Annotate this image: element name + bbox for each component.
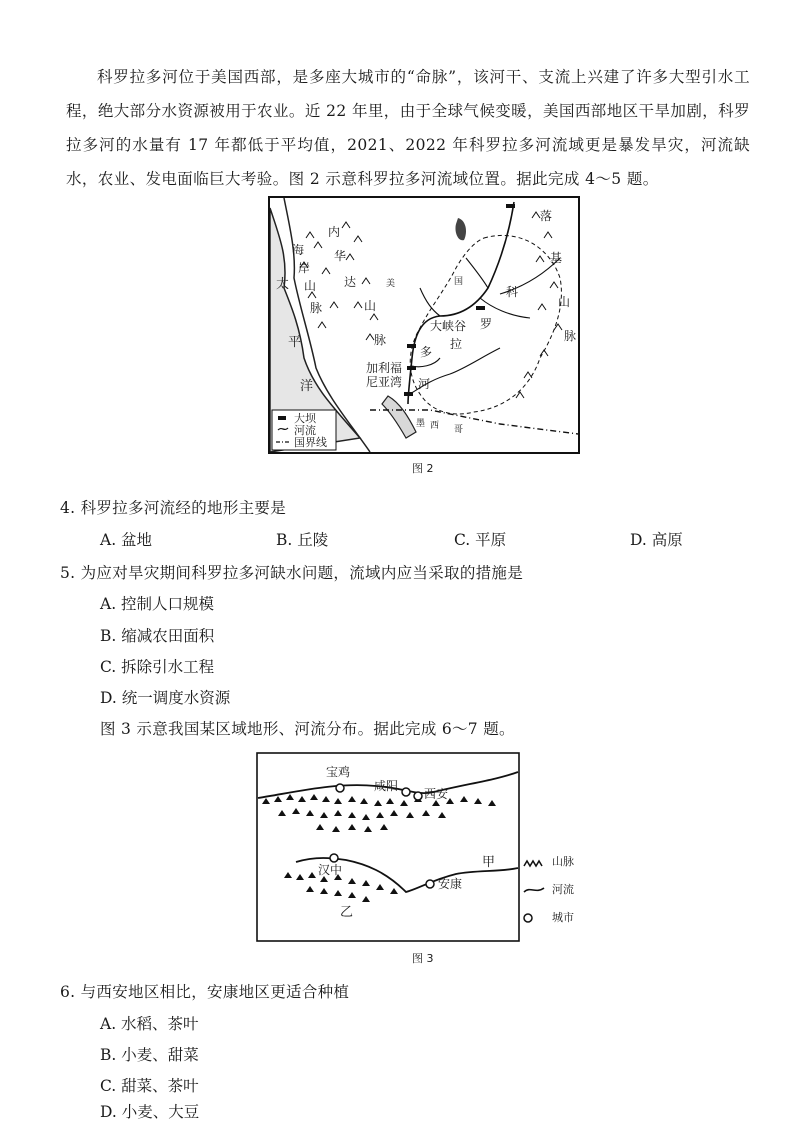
figure-2-map	[268, 196, 580, 454]
map-label-colorado-4: 多	[420, 345, 433, 359]
q5-option-c: C. 拆除引水工程	[100, 658, 215, 676]
q4-option-a: A. 盆地	[100, 531, 153, 549]
q6-option-a: A. 水稻、茶叶	[100, 1015, 199, 1033]
q5-option-a: A. 控制人口规模	[100, 595, 215, 613]
q6-option-d: D. 小麦、大豆	[100, 1103, 200, 1121]
q6-option-c: C. 甜菜、茶叶	[100, 1077, 199, 1095]
legend-river-label: 河流	[294, 424, 316, 437]
map-label-colorado-1: 科	[506, 285, 519, 299]
legend-city-icon	[524, 914, 532, 922]
legend-river-icon-fig3	[524, 888, 544, 892]
map-label-nevada-3: 达	[344, 275, 357, 289]
colorado-river-basin-map	[270, 198, 578, 452]
map-label-coast-4: 脉	[310, 301, 323, 315]
city-marker-xian	[414, 792, 422, 800]
city-label-ankang: 安康	[438, 877, 463, 891]
map-label-colorado-3: 拉	[450, 337, 463, 351]
intro-paragraph: 科罗拉多河位于美国西部，是多座大城市的“命脉”，该河干、支流上兴建了许多大型引水工程，绝大部分水资源被用于农业。近 22 年里，由于全球气候变暖，美国西部地区干旱加剧，科罗拉多河的水量有 17 年都低于平均值，2021、2022 年科罗拉多河流域更是暴发旱灾，河流缺水，农业、发电面临巨大考验。图 2 示意科罗拉多河流域位置。据此完成 4～5 题。	[66, 68, 750, 188]
marker-jia: 甲	[482, 855, 496, 870]
map-label-rocky-4: 脉	[564, 329, 577, 343]
map-label-grand-canyon: 大峡谷	[430, 319, 467, 333]
city-label-xianyang: 咸阳	[374, 779, 399, 793]
figure-3-caption: 图 3	[412, 952, 434, 965]
map-label-pacific-3: 洋	[300, 379, 314, 394]
region-terrain-map	[256, 752, 592, 944]
map-label-mexico-1: 墨	[416, 419, 426, 429]
question-5-stem: 5. 为应对旱灾期间科罗拉多河缺水问题，流域内应当采取的措施是	[60, 564, 524, 582]
city-label-xian: 西安	[424, 787, 449, 801]
city-label-baoji: 宝鸡	[326, 765, 351, 779]
city-label-hanzhong: 汉中	[318, 863, 343, 877]
question-4-stem: 4. 科罗拉多河流经的地形主要是	[60, 499, 287, 517]
city-marker-xianyang	[402, 788, 410, 796]
legend-dam-icon	[278, 416, 286, 420]
city-marker-ankang	[426, 880, 434, 888]
figure-2-caption: 图 2	[412, 462, 434, 475]
map-label-coast-1: 海	[292, 243, 305, 257]
city-marker-hanzhong	[330, 854, 338, 862]
map-label-rocky-1: 落	[540, 209, 553, 223]
legend-mountain-label: 山脉	[552, 855, 574, 868]
legend-river-label-fig3: 河流	[552, 883, 574, 896]
map-label-colorado-5: 河	[418, 377, 431, 391]
map-label-coast-2: 岸	[298, 261, 311, 275]
map-label-gulf-2: 尼亚湾	[366, 375, 403, 389]
question-6-stem: 6. 与西安地区相比，安康地区更适合种植	[60, 983, 350, 1001]
map-label-rocky-3: 山	[558, 295, 571, 309]
city-marker-baoji	[336, 784, 344, 792]
map-label-nevada-4: 山	[364, 299, 377, 313]
q4-option-c: C. 平原	[454, 531, 507, 549]
map-label-usa-1: 美	[386, 279, 396, 289]
map-label-usa-2: 国	[454, 277, 464, 287]
map-label-nevada-2: 华	[334, 249, 347, 263]
marker-yi: 乙	[340, 905, 354, 920]
map-label-gulf-1: 加利福	[366, 361, 403, 375]
q6-option-b: B. 小麦、甜菜	[100, 1046, 199, 1064]
map-label-mexico-3: 哥	[454, 425, 464, 435]
q4-option-d: D. 高原	[630, 531, 683, 549]
q5-option-b: B. 缩减农田面积	[100, 627, 215, 645]
q5-option-d: D. 统一调度水资源	[100, 689, 231, 707]
map-label-nevada-5: 脉	[374, 333, 387, 347]
map-label-mexico-2: 西	[430, 421, 440, 431]
figure-3-intro: 图 3 示意我国某区域地形、河流分布。据此完成 6～7 题。	[100, 720, 515, 738]
map-label-colorado-2: 罗	[480, 317, 493, 331]
q4-option-b: B. 丘陵	[276, 531, 329, 549]
legend-mountain-icon	[524, 861, 542, 866]
map-label-rocky-2: 基	[550, 251, 563, 265]
map-label-nevada-1: 内	[328, 225, 341, 239]
map-label-pacific-1: 太	[276, 277, 290, 292]
figure-3-map	[256, 752, 592, 944]
legend-dam-label: 大坝	[294, 412, 316, 425]
map-label-coast-3: 山	[304, 279, 317, 293]
legend-border-label: 国界线	[294, 436, 327, 449]
map-label-pacific-2: 平	[288, 335, 302, 350]
legend-city-label: 城市	[552, 911, 574, 924]
